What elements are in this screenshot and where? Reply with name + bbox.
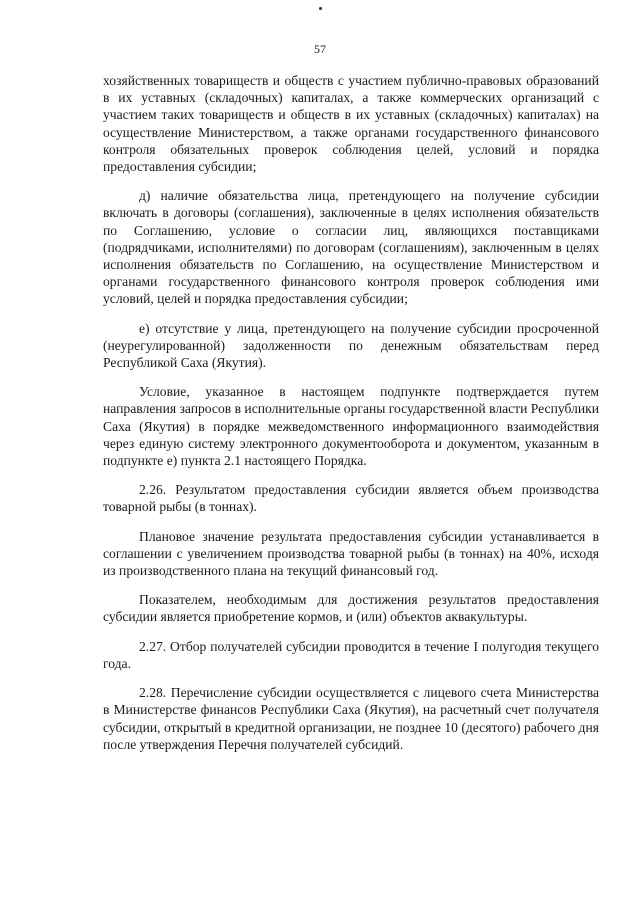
paragraph-2-26: 2.26. Результатом предоставления субсидии является объем производства товарной рыбы (в тоннах). — [103, 482, 599, 515]
paragraph-2-28: 2.28. Перечисление субсидии осуществляется с лицевого счета Министерства в Министерстве финансов Республики Саха (Якутия), на расчетный счет получателя субсидии, открытый в кредитной организации, не позднее 10 (десятого) рабочего дня после утверждения Перечня получателей субсидий. — [103, 685, 599, 752]
paragraph-item-e: е) отсутствие у лица, претендующего на получение субсидии просроченной (неурегулированной) задолженности по денежным обязательствам перед Республикой Саха (Якутия). — [103, 320, 599, 371]
paragraph-indicator: Показателем, необходимым для достижения результатов предоставления субсидии является приобретение кормов, и (или) объектов аквакультуры. — [103, 592, 599, 625]
paragraph-item-d: д) наличие обязательства лица, претендующего на получение субсидии включать в договоры (соглашения), заключенные в целях исполнения обязательств по Соглашению, условие о согласии лиц, являющихся поставщиками (подрядчиками, исполнителями) по договорам (соглашениям), заключенным в целях исполнения обязательств по Соглашению, на осуществление Министерством и органами государственного финансового контроля проверок соблюдения ими условий, целей и порядка предоставления субсидии; — [103, 188, 599, 307]
paragraph-planned-value: Плановое значение результата предоставления субсидии устанавливается в соглашении с увеличением производства товарной рыбы (в тоннах) на 40%, исходя из производственного плана на текущий финансовый год. — [103, 528, 599, 579]
page-number: 57 — [314, 42, 326, 56]
page-body — [103, 72, 599, 753]
scan-dot — [319, 7, 322, 10]
paragraph-2-27: 2.27. Отбор получателей субсидии проводится в течение I полугодия текущего года. — [103, 638, 599, 671]
paragraph-continuation: хозяйственных товариществ и обществ с участием публично-правовых образований в их уставных (складочных) капиталах, а также коммерческих организаций с участием таких товариществ и обществ в их уставных (складочных) капиталах) на осуществление Министерством, а также органами государственного финансового контроля обязательных проверок соблюдения целей, условий и порядка предоставления субсидии; — [103, 73, 599, 175]
paragraph-condition: Условие, указанное в настоящем подпункте подтверждается путем направления запросов в исполнительные органы государственной власти Республики Саха (Якутия) в порядке межведомственного информационного взаимодействия через единую систему электронного документооборота и документом, указанным в подпункте е) пункта 2.1 настоящего Порядка. — [103, 384, 599, 469]
